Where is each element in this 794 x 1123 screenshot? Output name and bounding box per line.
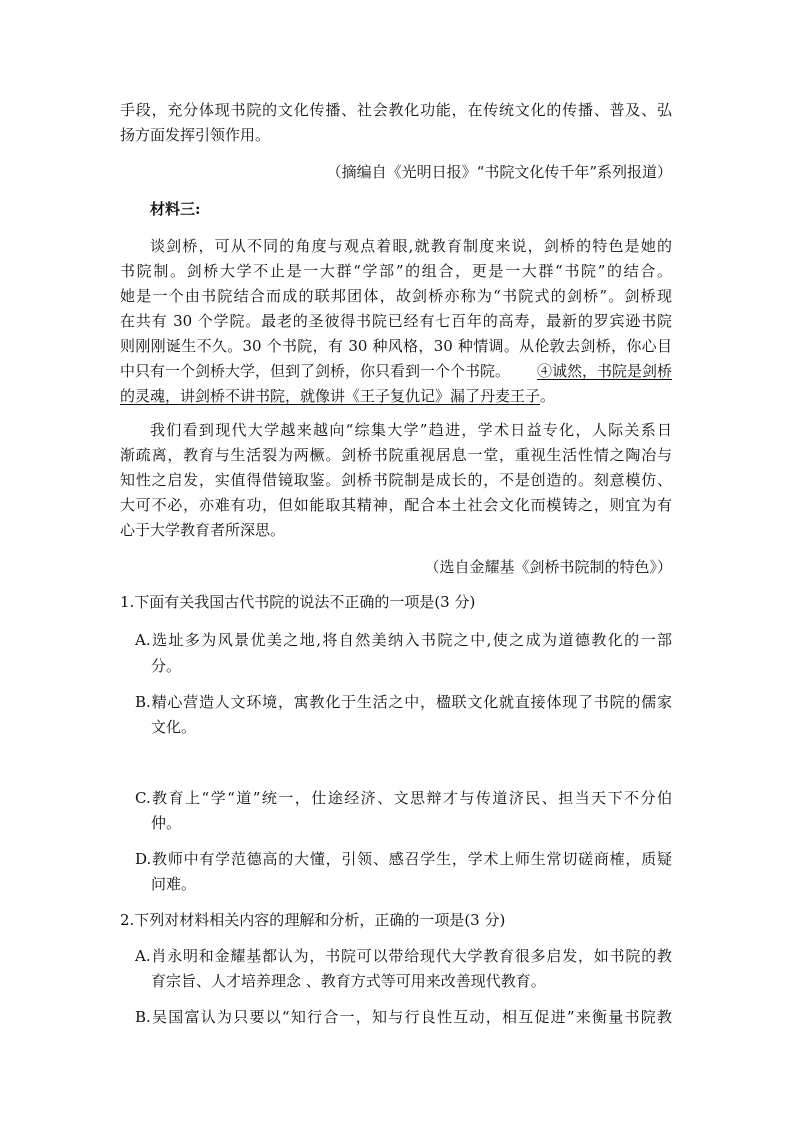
material3-para2-line: 大可不必，亦难有功，但如能取其精神，配合本土社会文化而模铸之，则宜为有 xyxy=(120,496,672,514)
material3-para1-line6-text: 中只有一个剑桥大学，但到了剑桥，你只看到一个个书院。 xyxy=(120,362,511,380)
question-2-option-b: B.吴国富认为只要以“知行合一，知与行良性互动，相互促进”来衡量书院教 xyxy=(135,1008,672,1026)
material3-sentence-4-underlined: ④诚然，书院是剑桥 xyxy=(536,362,672,380)
question-1-stem: 1.下面有关我国古代书院的说法不正确的一项是(3 分) xyxy=(120,593,476,611)
material3-para1-line7-end: 。 xyxy=(540,387,556,405)
material3-para1-line: 书院制。剑桥大学不止是一大群“学部”的组合，更是一大群“书院”的结合。 xyxy=(120,262,672,280)
material3-source: （选自金耀基《剑桥书院制的特色》） xyxy=(424,558,672,576)
question-1-option-d-cont: 问难。 xyxy=(151,875,197,893)
material3-para1-line: 她是一个由书院结合而成的联邦团体，故剑桥亦称为“书院式的剑桥”。剑桥现 xyxy=(120,287,672,305)
material3-para1-line xyxy=(120,386,555,406)
intro-line-1: 手段，充分体现书院的文化传播、社会教化功能，在传统文化的传播、普及、弘 xyxy=(120,101,672,119)
material3-para1-line xyxy=(120,361,672,381)
intro-line-2: 扬方面发挥引领作用。 xyxy=(120,126,271,144)
intro-source: （摘编自《光明日报》“书院文化传千年”系列报道） xyxy=(326,163,672,181)
material3-para1-line: 谈剑桥，可从不同的角度与观点着眼,就教育制度来说，剑桥的特色是她的 xyxy=(150,237,672,255)
question-1-option-a-cont: 分。 xyxy=(151,657,182,675)
question-1-option-c-cont: 仲。 xyxy=(151,814,182,832)
question-1-option-b: B.精心营造人文环境，寓教化于生活之中，楹联文化就直接体现了书院的儒家 xyxy=(135,693,672,711)
question-2-option-a: A.肖永明和金耀基都认为，书院可以带给现代大学教育很多启发，如书院的教 xyxy=(135,947,672,965)
question-1-option-a: A.选址多为风景优美之地,将自然美纳入书院之中,使之成为道德教化的一部 xyxy=(135,631,672,649)
material3-para1-line: 则刚刚诞生不久。30 个书院，有 30 种风格，30 种情调。从伦敦去剑桥，你心目 xyxy=(120,337,672,355)
material3-para2-line: 心于大学教育者所深思。 xyxy=(120,521,286,539)
material3-para2-line: 知性之启发，实值得借镜取鉴。剑桥书院制是成长的，不是创造的。刻意模仿、 xyxy=(120,471,672,489)
question-1-option-d: D.教师中有学范德高的大懂，引领、感召学生，学术上师生常切磋商榷，质疑 xyxy=(135,850,672,868)
material3-para1-line: 在共有 30 个学院。最老的圣彼得书院已经有七百年的高寿，最新的罗宾逊书院 xyxy=(120,312,672,330)
question-2-option-a-cont: 育宗旨、人才培养理念 、教育方式等可用来改善现代教育。 xyxy=(151,972,546,990)
material3-sentence-4-underlined-cont: 的灵魂，讲剑桥不讲书院，就像讲《王子复仇记》漏了丹麦王子 xyxy=(120,387,541,405)
question-2-stem: 2.下列对材料相关内容的理解和分析，正确的一项是(3 分) xyxy=(120,911,506,929)
material3-para2-line: 我们看到现代大学越来越向“综集大学”趋进，学术日益专化，人际关系日 xyxy=(150,421,672,439)
material3-para2-line: 渐疏离，教育与生活裂为两橛。剑桥书院重视居息一堂，重视生活性情之陶冶与 xyxy=(120,446,672,464)
material3-heading: 材料三: xyxy=(150,200,201,218)
question-1-option-b-cont: 文化。 xyxy=(151,718,197,736)
question-1-option-c: C.教育上“学“道”统一，仕途经济、文思辩才与传道济民、担当天下不分伯 xyxy=(135,789,672,807)
